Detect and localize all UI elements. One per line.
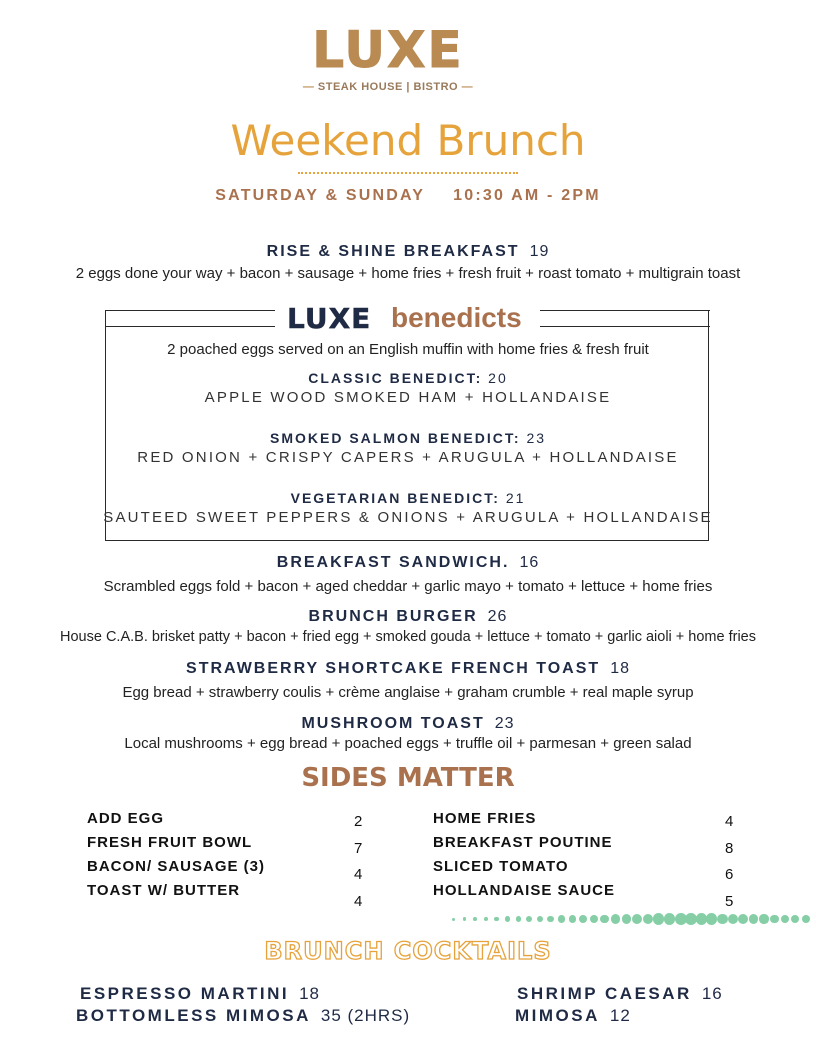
item-description: House C.A.B. brisket patty + bacon + fried egg + smoked gouda + lettuce + tomato + garlic aioli + home fries: [60, 629, 756, 645]
hours-text: 10:30 AM - 2PM: [453, 187, 601, 204]
benedict-description: RED ONION + CRISPY CAPERS + ARUGULA + HOLLANDAISE: [137, 449, 679, 466]
decorative-dot: [558, 915, 565, 922]
cocktail-item: ESPRESSO MARTINI 18: [80, 984, 321, 1003]
side-item-price: 6: [725, 866, 734, 883]
divider-line: [540, 310, 710, 311]
decorative-dot: [600, 915, 609, 924]
decorative-dot: [717, 914, 728, 925]
decorative-dot: [802, 915, 810, 923]
benedicts-logo: LUXE: [287, 302, 372, 335]
side-item-price: 4: [725, 813, 734, 830]
side-item-price: 7: [354, 840, 363, 857]
side-item-price: 4: [354, 893, 363, 910]
decorative-dot: [706, 913, 717, 924]
side-item-name: ADD EGG: [87, 810, 165, 827]
side-item-price: 2: [354, 813, 363, 830]
side-item-name: FRESH FRUIT BOWL: [87, 834, 253, 851]
benedicts-title: benedicts: [391, 302, 522, 333]
benedicts-heading: [283, 302, 533, 336]
item-description: Local mushrooms + egg bread + poached eggs + truffle oil + parmesan + green salad: [124, 735, 692, 752]
side-item-name: BACON/ SAUSAGE (3): [87, 858, 266, 875]
cocktail-item: BOTTOMLESS MIMOSA 35 (2HRS): [76, 1006, 411, 1025]
decorative-dot: [643, 914, 654, 925]
decorative-dot: [452, 918, 455, 921]
decorative-dot: [505, 916, 510, 921]
cocktail-item: MIMOSA 12: [515, 1006, 631, 1025]
benedicts-intro: 2 poached eggs served on an English muffin with home fries & fresh fruit: [167, 341, 649, 358]
decorative-dots: [452, 912, 816, 926]
side-item-name: HOLLANDAISE SAUCE: [433, 882, 616, 899]
item-price: 19: [529, 243, 550, 260]
benedict-heading: CLASSIC BENEDICT: 20: [308, 370, 508, 386]
decorative-dot: [516, 916, 522, 922]
menu-item-heading: [0, 243, 816, 261]
side-item-name: SLICED TOMATO: [433, 858, 569, 875]
decorative-dot: [622, 914, 632, 924]
side-item-price: 8: [725, 840, 734, 857]
benedict-description: APPLE WOOD SMOKED HAM + HOLLANDAISE: [204, 389, 612, 406]
cocktail-item: SHRIMP CAESAR 16: [517, 984, 723, 1003]
decorative-dot: [463, 917, 466, 920]
decorative-dot: [547, 916, 554, 923]
logo-tagline: — STEAK HOUSE | BISTRO —: [302, 81, 474, 93]
decorative-dot: [569, 915, 577, 923]
decorative-dot: [473, 917, 477, 921]
decorative-dot: [728, 914, 738, 924]
menu-item-heading: MUSHROOM TOAST 23: [301, 715, 515, 732]
side-item-price: 5: [725, 893, 734, 910]
decorative-dot: [653, 913, 664, 924]
item-description: Scrambled eggs fold + bacon + aged cheddar + garlic mayo + tomato + lettuce + home fries: [103, 578, 713, 595]
menu-item-heading: STRAWBERRY SHORTCAKE FRENCH TOAST 18: [186, 660, 630, 677]
decorative-dot: [537, 916, 543, 922]
benedict-description: SAUTEED SWEET PEPPERS & ONIONS + ARUGULA + HOLLANDAISE: [103, 509, 713, 526]
item-name: RISE & SHINE BREAKFAST: [266, 243, 520, 260]
decorative-dot: [632, 914, 642, 924]
item-description: 2 eggs done your way + bacon + sausage + home fries + fresh fruit + roast tomato + multigrain toast: [75, 265, 741, 282]
side-item-price: 4: [354, 866, 363, 883]
decorative-dot: [759, 914, 768, 923]
decorative-dot: [664, 913, 675, 924]
side-item-name: TOAST W/ BUTTER: [87, 882, 241, 899]
luxe-logo: LUXE: [312, 21, 464, 79]
divider-line: [105, 310, 275, 311]
benedict-heading: VEGETARIAN BENEDICT: 21: [290, 490, 526, 506]
menu-item-heading: BREAKFAST SANDWICH. 16: [276, 554, 540, 571]
schedule: [0, 187, 816, 205]
divider-line: [540, 326, 710, 327]
item-description: Egg bread + strawberry coulis + crème anglaise + graham crumble + real maple syrup: [122, 684, 694, 701]
days-text: SATURDAY & SUNDAY: [215, 187, 426, 204]
divider-line: [105, 326, 275, 327]
sides-title: SIDES MATTER: [301, 763, 515, 793]
side-item-name: BREAKFAST POUTINE: [433, 834, 613, 851]
decorative-dot: [579, 915, 587, 923]
decorative-dot: [494, 917, 499, 922]
menu-item-heading: BRUNCH BURGER 26: [308, 608, 508, 625]
decorative-dot: [590, 915, 599, 924]
decorative-dot: [526, 916, 532, 922]
decorative-dot: [738, 914, 748, 924]
decorative-dot: [791, 915, 799, 923]
page-title: Weekend Brunch: [230, 116, 586, 165]
decorative-dot: [484, 917, 488, 921]
decorative-dot: [770, 915, 779, 924]
decorative-dot: [781, 915, 790, 924]
title-divider: [298, 172, 518, 174]
side-item-name: HOME FRIES: [433, 810, 537, 827]
cocktails-title: BRUNCH COCKTAILS: [264, 937, 552, 965]
benedict-heading: SMOKED SALMON BENEDICT: 23: [269, 430, 547, 446]
decorative-dot: [749, 914, 759, 924]
decorative-dot: [611, 914, 620, 923]
